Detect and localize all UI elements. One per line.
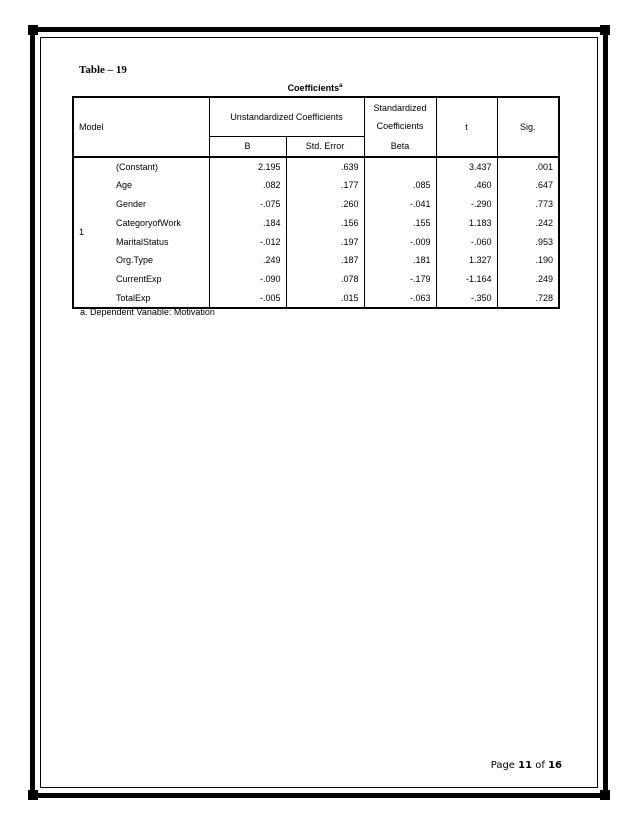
border-corner <box>28 25 38 35</box>
cell-beta: .155 <box>364 214 436 233</box>
cell-beta: .085 <box>364 176 436 195</box>
header-model: Model <box>73 97 209 157</box>
table-row <box>73 251 559 270</box>
header-std-line2: Coefficients <box>376 121 424 132</box>
row-variable-name: Age <box>111 176 209 195</box>
title-footnote-marker: a <box>339 83 343 89</box>
row-variable-name: CategoryofWork <box>111 214 209 233</box>
row-variable-name: (Constant) <box>111 157 209 177</box>
cell-t: 1.183 <box>436 214 497 233</box>
table-row <box>73 289 559 309</box>
cell-se: .187 <box>286 251 364 270</box>
table-body <box>73 157 559 309</box>
table-title <box>72 83 558 93</box>
row-variable-name: Gender <box>111 195 209 214</box>
cell-sig: .953 <box>497 233 559 252</box>
cell-b: -.090 <box>209 270 286 289</box>
cell-sig: .249 <box>497 270 559 289</box>
cell-b: 2.195 <box>209 157 286 177</box>
model-number-cell: 1 <box>73 157 111 309</box>
coefficients-table <box>72 96 560 309</box>
cell-beta: -.063 <box>364 289 436 309</box>
cell-t: -.290 <box>436 195 497 214</box>
header-beta: Beta <box>364 137 436 157</box>
cell-beta: -.009 <box>364 233 436 252</box>
header-row-1 <box>73 97 559 137</box>
header-std-line1: Standardized <box>373 103 427 114</box>
cell-t: .460 <box>436 176 497 195</box>
cell-b: -.012 <box>209 233 286 252</box>
cell-t: -.350 <box>436 289 497 309</box>
border-corner <box>600 790 610 800</box>
header-b: B <box>209 137 286 157</box>
cell-beta: .181 <box>364 251 436 270</box>
cell-t: 1.327 <box>436 251 497 270</box>
header-std-error: Std. Error <box>286 137 364 157</box>
cell-se: .197 <box>286 233 364 252</box>
table-row <box>73 233 559 252</box>
cell-sig: .190 <box>497 251 559 270</box>
header-t: t <box>436 97 497 157</box>
table-label: Table – 19 <box>79 64 127 76</box>
row-variable-name: TotalExp <box>111 289 209 309</box>
row-variable-name: Org.Type <box>111 251 209 270</box>
cell-sig: .001 <box>497 157 559 177</box>
cell-se: .260 <box>286 195 364 214</box>
page-number <box>491 760 562 771</box>
header-unstandardized: Unstandardized Coefficients <box>209 97 364 137</box>
row-variable-name: MaritalStatus <box>111 233 209 252</box>
cell-sig: .773 <box>497 195 559 214</box>
cell-beta: -.041 <box>364 195 436 214</box>
border-corner <box>28 790 38 800</box>
table-row <box>73 270 559 289</box>
cell-se: .639 <box>286 157 364 177</box>
cell-sig: .242 <box>497 214 559 233</box>
row-variable-name: CurrentExp <box>111 270 209 289</box>
table-row <box>73 157 559 177</box>
cell-se: .015 <box>286 289 364 309</box>
cell-b: .184 <box>209 214 286 233</box>
table-footnote: a. Dependent Variable: Motivation <box>80 307 215 317</box>
cell-b: .082 <box>209 176 286 195</box>
table-title-text: Coefficients <box>287 83 340 93</box>
page-total: 16 <box>548 760 562 771</box>
page-prefix: Page <box>490 760 515 771</box>
cell-t: -1.164 <box>436 270 497 289</box>
header-standardized <box>364 97 436 137</box>
cell-sig: .647 <box>497 176 559 195</box>
table-row <box>73 176 559 195</box>
table-row <box>73 214 559 233</box>
cell-b: .249 <box>209 251 286 270</box>
table-row <box>73 195 559 214</box>
cell-t: 3.437 <box>436 157 497 177</box>
cell-se: .177 <box>286 176 364 195</box>
page-of: of <box>535 760 545 771</box>
cell-b: -.005 <box>209 289 286 309</box>
cell-beta <box>364 157 436 177</box>
cell-b: -.075 <box>209 195 286 214</box>
cell-t: -.060 <box>436 233 497 252</box>
cell-beta: -.179 <box>364 270 436 289</box>
header-sig: Sig. <box>497 97 559 157</box>
border-corner <box>600 25 610 35</box>
page-current: 11 <box>518 760 533 771</box>
cell-sig: .728 <box>497 289 559 309</box>
cell-se: .078 <box>286 270 364 289</box>
cell-se: .156 <box>286 214 364 233</box>
